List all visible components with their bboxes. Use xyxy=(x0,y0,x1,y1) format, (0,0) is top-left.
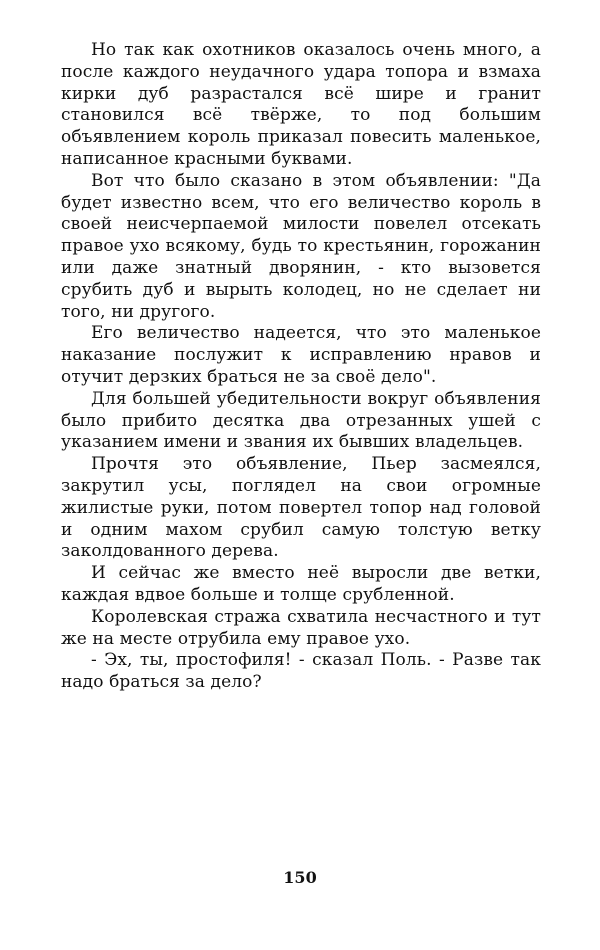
paragraph-8: - Эх, ты, простофиля! - сказал Поль. - Разве так надо браться за дело? xyxy=(61,650,541,693)
paragraph-7: Королевская стража схватила несчастного и тут же на месте отрубила ему правое ухо. xyxy=(61,606,541,649)
paragraph-6: И сейчас же вместо неё выросли две ветки, каждая вдвое больше и толще срубленной. xyxy=(61,563,541,605)
paragraph-3: Его величество надеется, что это маленькое наказание послужит к исправлению нравов и отучит дерзких браться не за своё дело". xyxy=(61,323,541,387)
page-body xyxy=(61,40,541,694)
paragraph-5: Прочтя это объявление, Пьер засмеялся, закрутил усы, поглядел на свои огромные жилистые руки, потом повертел топор над головой и одним махом срубил самую толстую ветку заколдованного дерева. xyxy=(61,454,541,562)
paragraph-1: Но так как охотников оказалось очень много, а после каждого неудачного удара топора и взмаха кирки дуб разрастался всё шире и гранит становился всё твёрже, то под большим объявлением король приказал повесить маленькое, написанное красными буквами. xyxy=(61,40,541,169)
paragraph-4: Для большей убедительности вокруг объявления было прибито десятка два отрезанных ушей с указанием имени и звания их бывших владельцев. xyxy=(61,388,541,453)
paragraph-2: Вот что было сказано в этом объявлении: "Да будет известно всем, что его величество король в своей неисчерпаемой милости повелел отсекать правое ухо всякому, будь то крестьянин, горожанин или даже знатный дворянин, - кто вызовется срубить дуб и вырыть колодец, но не сделает ни того, ни другого. xyxy=(61,170,541,322)
page-number: 150 xyxy=(283,868,317,887)
